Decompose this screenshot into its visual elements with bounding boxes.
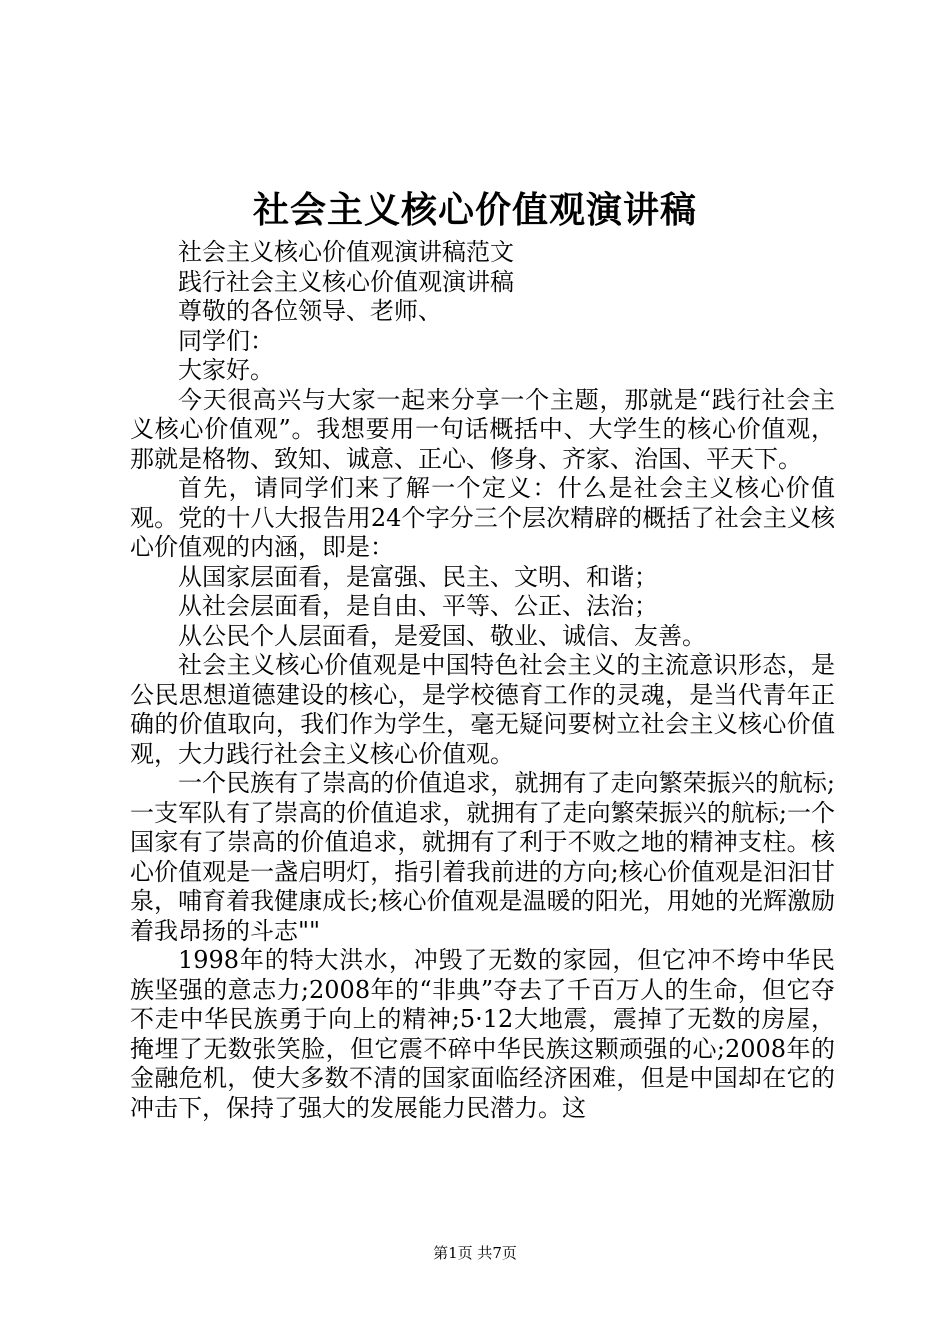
paragraph: 从公民个人层面看，是爱国、敬业、诚信、友善。 — [178, 621, 706, 650]
paragraph: 尊敬的各位领导、老师、 — [178, 297, 442, 325]
paragraph: 从社会层面看，是自由、平等、公正、法治； — [178, 592, 658, 620]
paragraph: 今天很高兴与大家一起来分享一个主题，那就是“践行社会主义核心价值观”。我想要用一句话概括中、大学生的核心价值观，那就是格物、致知、诚意、正心、修身、齐家、治国、平天下。 — [130, 385, 835, 473]
paragraph: 1998年的特大洪水，冲毁了无数的家园，但它冲不垮中华民族坚强的意志力;2008年的“非典”夺去了千百万人的生命，但它夺不走中华民族勇于向上的精神;5·12大地震，震掉了无数的房屋，掩埋了无数张笑脸，但它震不碎中华民族这颗顽强的心;2008年的金融危机，使大多数不清的国家面临经济困难，但是中国却在它的冲击下，保持了强大的发展能力民潜力。这 — [130, 946, 835, 1122]
document-body — [130, 238, 835, 1123]
paragraph: 一个民族有了崇高的价值追求，就拥有了走向繁荣振兴的航标;一支军队有了崇高的价值追求，就拥有了走向繁荣振兴的航标;一个国家有了崇高的价值追求，就拥有了利于不败之地的精神支柱。核心价值观是一盏启明灯，指引着我前进的方向;核心价值观是汩汩甘泉，哺育着我健康成长;核心价值观是温暖的阳光，用她的光辉激励着我昂扬的斗志"" — [130, 769, 835, 945]
paragraph: 社会主义核心价值观演讲稿范文 — [178, 238, 514, 266]
paragraph: 从国家层面看，是富强、民主、文明、和谐； — [178, 562, 658, 591]
paragraph: 社会主义核心价值观是中国特色社会主义的主流意识形态，是公民思想道德建设的核心，是学校德育工作的灵魂，是当代青年正确的价值取向，我们作为学生，毫无疑问要树立社会主义核心价值观，大力践行社会主义核心价值观。 — [130, 651, 835, 768]
paragraph: 践行社会主义核心价值观演讲稿 — [178, 267, 514, 296]
paragraph: 同学们： — [178, 326, 274, 355]
paragraph: 首先，请同学们来了解一个定义：什么是社会主义核心价值观。党的十八大报告用24个字分三个层次精辟的概括了社会主义核心价值观的内涵，即是： — [130, 474, 835, 561]
paragraph: 大家好。 — [178, 356, 274, 384]
document-title: 社会主义核心价值观演讲稿 — [252, 189, 697, 231]
page-footer: 第1页 共7页 — [433, 1244, 517, 1262]
